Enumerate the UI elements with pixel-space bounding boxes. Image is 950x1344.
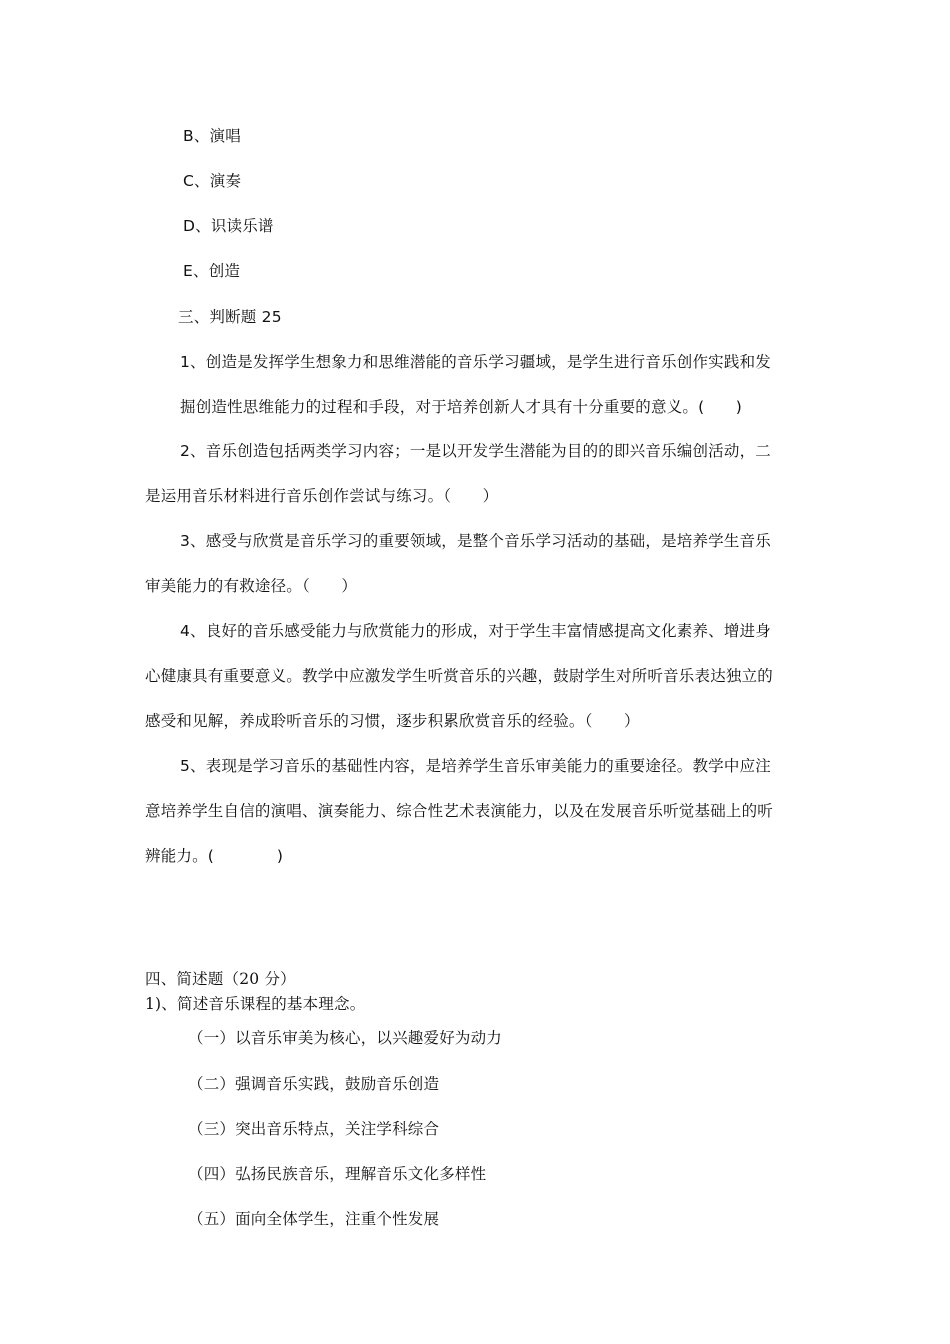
q5-line-1: 5、表现是学习音乐的基础性内容，是培养学生音乐审美能力的重要途径。教学中应注 [180, 757, 771, 775]
answer-4: （四）弘扬民族音乐，理解音乐文化多样性 [188, 1165, 487, 1183]
q4-line-1: 4、良好的音乐感受能力与欣赏能力的形成，对于学生丰富情感提高文化素养、增进身 [180, 622, 771, 640]
option-c: C、演奏 [183, 172, 242, 190]
option-b: B、演唱 [183, 127, 241, 145]
q3-line-2: 审美能力的有救途径。（ ） [145, 577, 358, 595]
answer-1: （一）以音乐审美为核心，以兴趣爱好为动力 [188, 1029, 503, 1047]
q1-line-2: 掘创造性思维能力的过程和手段，对于培养创新人才具有十分重要的意义。( ) [180, 398, 742, 416]
q3-line-1: 3、感受与欣赏是音乐学习的重要领域，是整个音乐学习活动的基础，是培养学生音乐 [180, 532, 771, 550]
answer-3: （三）突出音乐特点，关注学科综合 [188, 1120, 440, 1138]
section4-heading: 四、简述题（20 分） [145, 970, 296, 988]
option-d: D、识读乐谱 [183, 217, 274, 235]
q5-line-2: 意培养学生自信的演唱、演奏能力、综合性艺术表演能力，以及在发展音乐听觉基础上的听 [145, 802, 774, 820]
option-e: E、创造 [183, 262, 241, 280]
section3-heading: 三、判断题 25 [178, 308, 282, 326]
section4-question: 1)、简述音乐课程的基本理念。 [145, 995, 366, 1013]
q4-line-2: 心健康具有重要意义。教学中应激发学生听赏音乐的兴趣，鼓尉学生对所听音乐表达独立的 [145, 667, 774, 685]
q2-line-2: 是运用音乐材料进行音乐创作尝试与练习。（ ） [145, 487, 499, 505]
q5-line-3: 辨能力。( ) [145, 847, 284, 865]
answer-5: （五）面向全体学生，注重个性发展 [188, 1210, 440, 1228]
answer-2: （二）强调音乐实践，鼓励音乐创造 [188, 1075, 440, 1093]
q4-line-3: 感受和见解，养成聆听音乐的习惯，逐步积累欣赏音乐的经验。（ ） [145, 712, 640, 730]
q2-line-1: 2、音乐创造包括两类学习内容；一是以开发学生潜能为目的的即兴音乐编创活动，二 [180, 442, 771, 460]
q1-line-1: 1、创造是发挥学生想象力和思维潜能的音乐学习疆域，是学生进行音乐创作实践和发 [180, 353, 771, 371]
